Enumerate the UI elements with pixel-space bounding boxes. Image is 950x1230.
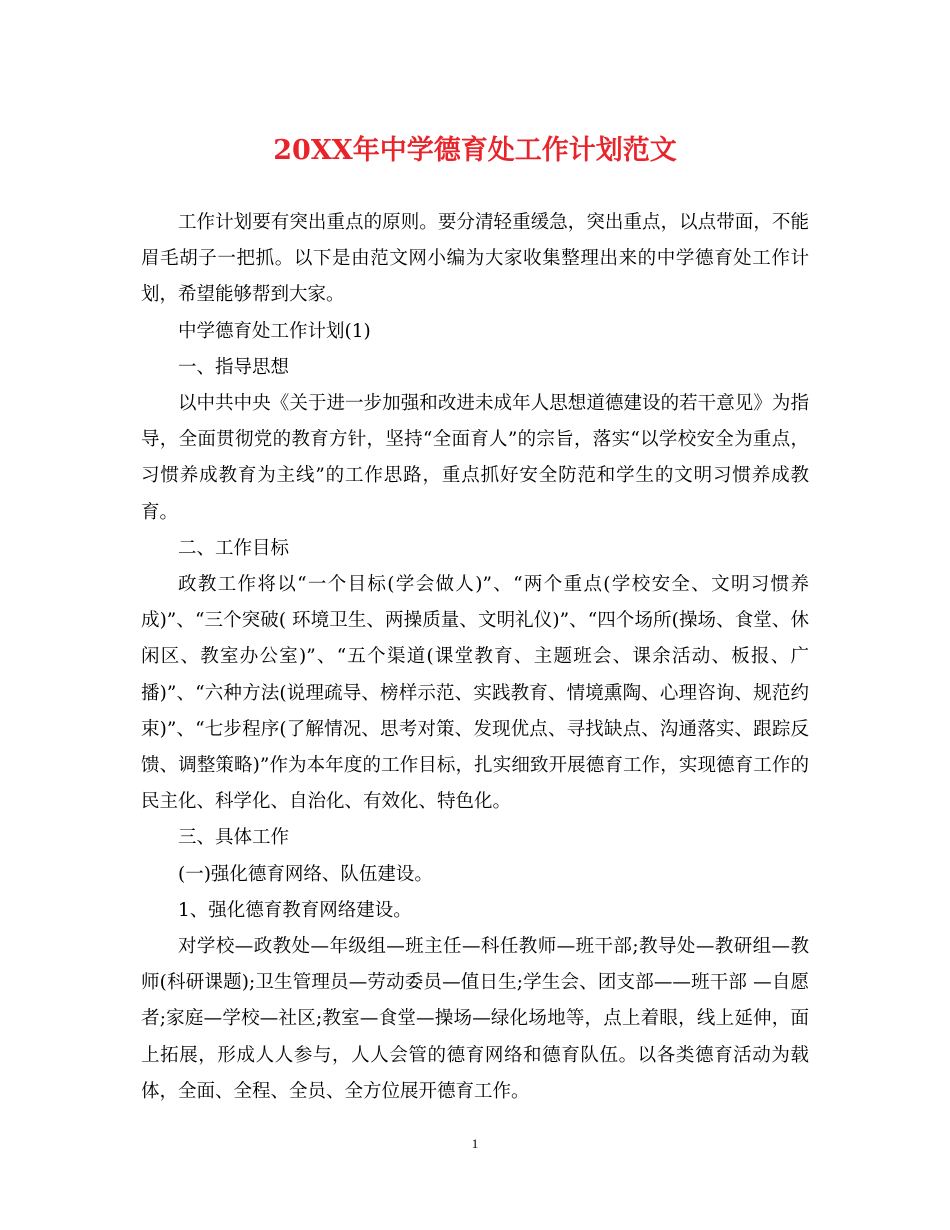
item-heading-network-construction: 1、强化德育教育网络建设。: [178, 899, 412, 921]
paragraph-plan-heading: 中学德育处工作计划(1): [178, 320, 371, 342]
section-heading-specific-work: 三、具体工作: [178, 827, 290, 849]
paragraph-work-goals: 政教工作将以“一个目标(学会做人)”、“两个重点(学校安全、文明习惯养成)”、“三个突破( 环境卫生、两操质量、文明礼仪)”、“四个场所(操场、食堂、休闲区、教室办公室)”、“五个渠道(课堂教育、主题班会、课余活动、板报、广播)”、“六种方法(说理疏导、榜样示范、实践教育、情境熏陶、心理咨询、规范约束)”、“七步程序(了解情况、思考对策、发现优点、寻找缺点、沟通落实、跟踪反馈、调整策略)”作为本年度的工作目标，扎实细致开展德育工作，实现德育工作的民主化、科学化、自治化、有效化、特色化。: [141, 574, 809, 813]
subsection-heading-network-team: (一)强化德育网络、队伍建设。: [178, 863, 433, 885]
document-body: [141, 205, 809, 1110]
document-title: 20XX年中学德育处工作计划范文: [273, 135, 677, 166]
section-heading-guiding-ideology: 一、指导思想: [178, 356, 290, 378]
paragraph-guiding-ideology: 以中共中央《关于进一步加强和改进未成年人思想道德建设的若干意见》为指导，全面贯彻党的教育方针，坚持“全面育人”的宗旨，落实“以学校安全为重点，习惯养成教育为主线”的工作思路，重点抓好安全防范和学生的文明习惯养成教育。: [141, 393, 809, 523]
paragraph-intro: 工作计划要有突出重点的原则。要分清轻重缓急，突出重点，以点带面，不能眉毛胡子一把抓。以下是由范文网小编为大家收集整理出来的中学德育处工作计划，希望能够帮到大家。: [141, 212, 809, 306]
paragraph-network-construction: 对学校—政教处—年级组—班主任—科任教师—班干部;教导处—教研组—教师(科研课题);卫生管理员—劳动委员—值日生;学生会、团支部——班干部 —自愿者;家庭—学校—社区;教室—食堂—操场—绿化场地等，点上着眼，线上延伸，面上拓展，形成人人参与，人人会管的德育网络和德育队伍。以各类德育活动为载体，全面、全程、全员、全方位展开德育工作。: [141, 936, 809, 1102]
page-number: 1: [471, 1136, 479, 1151]
section-heading-work-goals: 二、工作目标: [178, 537, 290, 559]
